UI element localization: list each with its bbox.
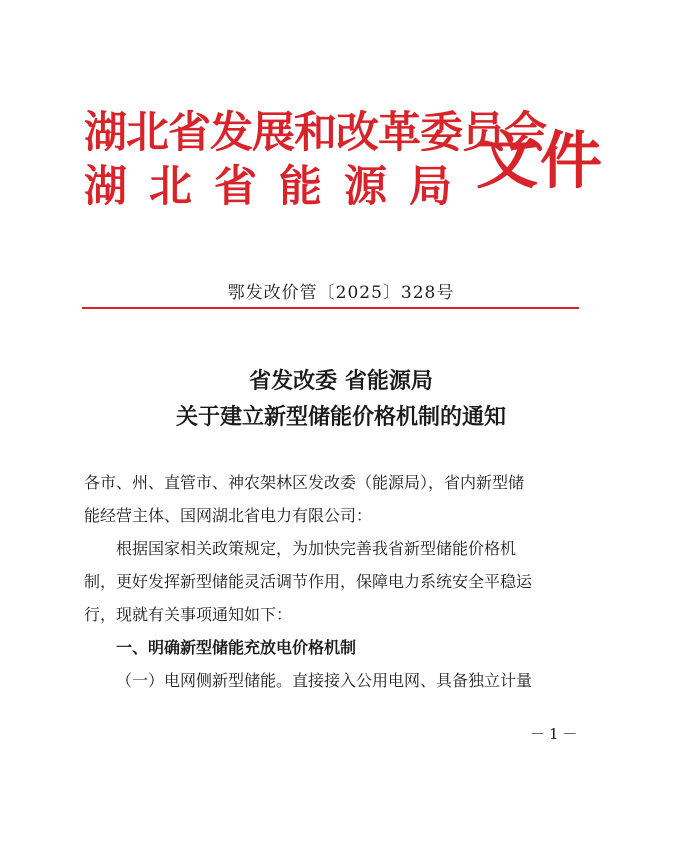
document-number: 鄂发改价管〔2025〕328号	[227, 283, 455, 303]
intro-paragraph-line: 根据国家相关政策规定，为加快完善我省新型储能价格机	[116, 539, 517, 558]
issuer-name-line1: 湖北省发展和改革委员会	[84, 108, 546, 158]
addressee-line: 能经营主体、国网湖北省电力有限公司：	[84, 506, 373, 525]
notice-body	[84, 466, 596, 697]
document-header	[84, 96, 604, 226]
notice-title-line2: 关于建立新型储能价格机制的通知	[175, 404, 506, 430]
notice-title-line1: 省发改委 省能源局	[249, 368, 433, 394]
intro-paragraph-line: 行，现就有关事项通知如下：	[84, 605, 293, 624]
page-number: －1－	[530, 725, 582, 743]
addressee-line: 各市、州、直管市、神农架林区发改委（能源局），省内新型储	[84, 473, 525, 492]
section-heading: 一、明确新型储能充放电价格机制	[116, 638, 357, 657]
subsection-line: （一）电网侧新型储能。直接接入公用电网、具备独立计量	[116, 671, 533, 690]
red-divider-line	[82, 307, 579, 309]
intro-paragraph-line: 制，更好发挥新型储能灵活调节作用，保障电力系统安全平稳运	[84, 572, 533, 591]
issuer-name-line2: 湖北省能源局	[84, 162, 474, 212]
document-type-label: 文件	[476, 124, 605, 197]
